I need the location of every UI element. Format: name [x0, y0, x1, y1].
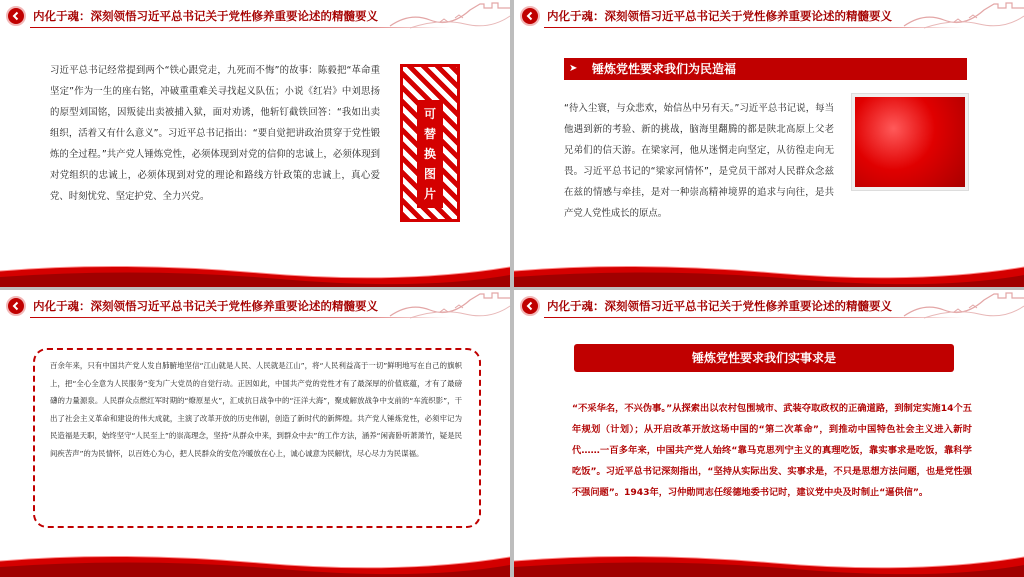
section-title: 锤炼党性要求我们为民造福	[592, 62, 737, 76]
slide-1[interactable]	[0, 0, 510, 287]
header-title: 内化于魂：深刻领悟习近平总书记关于党性修养重要论述的精髓要义	[33, 9, 378, 23]
slide-3[interactable]	[0, 290, 510, 577]
red-wave-footer	[514, 257, 1024, 287]
slide-header	[0, 0, 510, 32]
great-wall-decoration-icon	[894, 0, 1024, 32]
slide-4[interactable]	[514, 290, 1024, 577]
back-arrow-icon[interactable]	[6, 296, 26, 316]
slide-header	[514, 290, 1024, 322]
section-band	[564, 58, 967, 80]
slide-1-body: 习近平总书记经常提到两个“铁心跟党走，九死而不悔”的故事：陈毅把“革命重坚定”作为一生的座右铭，冲破重重难关寻找起义队伍；小说《红岩》中刘思扬的原型刘国铭，因叛徒出卖被捕入狱，面对劝诱，他斩钉截铁回答：“我如出卖组织，活着又有什么意义”。习近平总书记指出：“要自觉把讲政治贯穿于党性锻炼的全过程。”共产党人锤炼党性，必须体现到对党的信仰的忠诚上，必须体现到对党组织的忠诚上，必须体现到对党的理论和路线方针政策的忠诚上，真心爱党、时刻忧党、坚定护党、全力兴党。	[50, 65, 380, 202]
back-arrow-icon[interactable]	[520, 296, 540, 316]
back-arrow-icon[interactable]	[6, 6, 26, 26]
red-abstract-image	[852, 94, 968, 190]
placeholder-label: 可 替 换 图 片	[417, 100, 443, 208]
red-wave-footer	[0, 257, 510, 287]
header-title: 内化于魂：深刻领悟习近平总书记关于党性修养重要论述的精髓要义	[547, 299, 892, 313]
header-title: 内化于魂：深刻领悟习近平总书记关于党性修养重要论述的精髓要义	[33, 299, 378, 313]
slide-3-body: 百余年来，只有中国共产党人发自肺腑地坚信“江山就是人民、人民就是江山”，将“人民利益高于一切”鲜明地写在自己的旗帜上，把“全心全意为人民服务”变为广大党员的自觉行动。正因如此，中国共产党的党性才有了最深厚的价值底蕴，才有了最磅礴的力量源泉。人民群众点燃红军时期的“燎原星火”，汇成抗日战争中的“汪洋大海”，聚成解放战争中支前的“车流织影”，干出了社会主义革命和建设的伟大成就，主演了改革开放的历史伟剧，创造了新时代的新辉煌。共产党人锤炼党性，必须牢记为民造福是天职，始终坚守“人民至上”的崇高理念，坚持“从群众中来，到群众中去”的工作方法，涵养“闲斋卧听萧萧竹，疑是民间疾苦声”的为民情怀，以百姓心为心，把人民群众的安危冷暖放在心上，诚心诚意为民解忧，尽心尽力为民谋福。	[50, 361, 462, 458]
image-placeholder[interactable]	[400, 64, 460, 222]
slide-2[interactable]	[514, 0, 1024, 287]
back-arrow-icon[interactable]	[520, 6, 540, 26]
header-title: 内化于魂：深刻领悟习近平总书记关于党性修养重要论述的精髓要义	[547, 9, 892, 23]
slide-2-body: “待入尘寰，与众悲欢，始信丛中另有天。”习近平总书记说，每当他遇到新的考验、新的挑战，脑海里翻腾的都是陕北高原上父老兄弟们的信天游。在梁家河，他从迷惘走向坚定，从彷徨走向无畏。习近平总书记的“梁家河情怀”，是党员干部对人民群众念兹在兹的情感与牵挂，是对一种崇高精神境界的追求与向往，是共产党人党性成长的原点。	[564, 103, 834, 219]
great-wall-decoration-icon	[380, 0, 510, 32]
slide-header	[0, 290, 510, 322]
great-wall-decoration-icon	[380, 290, 510, 322]
arrow-icon: ➤	[569, 63, 578, 74]
slide-4-body: “不采华名，不兴伪事。”从探索出以农村包围城市、武装夺取政权的正确道路，到制定实施14个五年规划（计划）；从开启改革开放这场中国的“第二次革命”，到推动中国特色社会主义进入新时代……一百多年来，中国共产党人始终“靠马克思列宁主义的真理吃饭，靠实事求是吃饭，靠科学吃饭”。习近平总书记深刻指出，“坚持从实际出发、实事求是，不只是思想方法问题，也是党性强不强问题”。1943年，习仲勋同志任绥德地委书记时，建议党中央及时制止“逼供信”。	[572, 403, 972, 498]
section-title-pill: 锤炼党性要求我们实事求是	[574, 344, 954, 372]
red-wave-footer	[0, 547, 510, 577]
great-wall-decoration-icon	[894, 290, 1024, 322]
red-wave-footer	[514, 547, 1024, 577]
slide-header	[514, 0, 1024, 32]
